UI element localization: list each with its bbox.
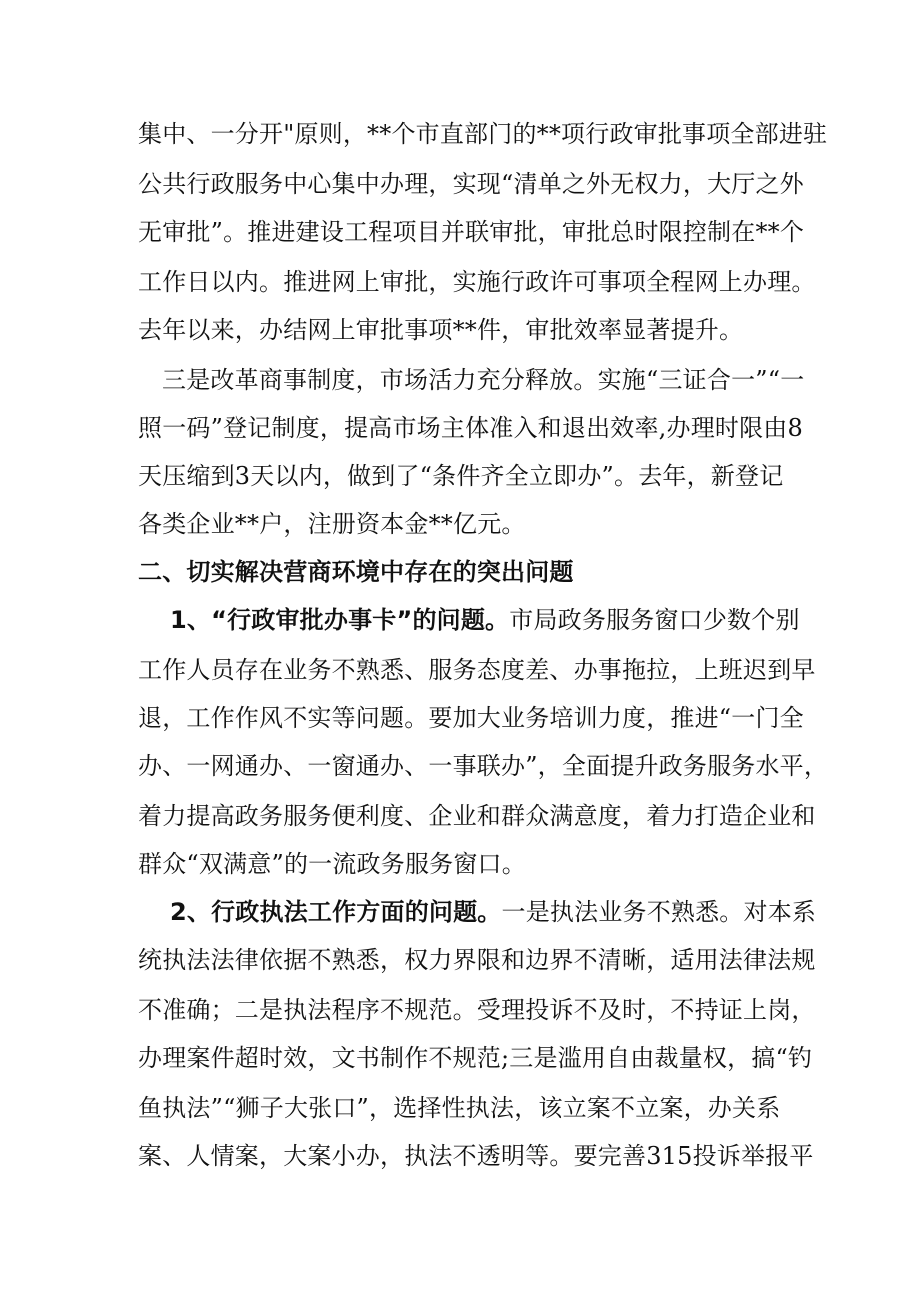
item-1-heading: 1、“行政审批办事卡”的问题。 [170,606,510,634]
item-1-line-6: 群众“双满意”的一流政务服务窗口。 [138,850,526,878]
item-1-line-4: 办、一网通办、一窗通办、一事联办”，全面提升政务服务水平， [138,752,829,780]
item-2-line-1-text: 一是执法业务不熟悉。对本系 [501,898,817,926]
item-2-line-2: 统执法法律依据不熟悉，权力界限和边界不清晰，适用法律法规 [138,946,816,974]
paragraph-1-line-3: 无审批”。推进建设工程项目并联审批，审批总时限控制在**个 [138,218,805,246]
section-heading: 二、切实解决营商环境中存在的突出问题 [138,558,574,586]
paragraph-1-line-4: 工作日以内。推进网上审批，实施行政许可事项全程网上办理。 [138,268,816,296]
paragraph-1-line-2: 公共行政服务中心集中办理，实现“清单之外无权力，大厅之外 [138,170,804,198]
item-1-line-3: 退，工作作风不实等问题。要加大业务培训力度，推进“一门全 [138,704,804,732]
item-2-heading: 2、行政执法工作方面的问题。 [170,898,502,926]
paragraph-1-line-1: 集中、一分开"原则，**个市直部门的**项行政审批事项全部进驻 [138,120,828,148]
item-2-line-5: 鱼执法”“狮子大张口”，选择性执法，该立案不立案，办关系 [138,1094,781,1122]
item-1-line-1 [170,604,830,636]
paragraph-2-line-1: 三是改革商事制度，市场活力充分释放。实施“三证合一”“一 [162,366,805,394]
item-1-line-2: 工作人员存在业务不熟悉、服务态度差、办事拖拉，上班迟到早 [138,656,816,684]
item-2-line-3: 不准确；二是执法程序不规范。受理投诉不及时，不持证上岗， [138,996,816,1024]
item-1-line-1-text: 市局政务服务窗口少数个别 [509,606,800,634]
item-1-line-5: 着力提高政务服务便利度、企业和群众满意度，着力打造企业和 [138,802,816,830]
paragraph-1-line-5: 去年以来，办结网上审批事项**件，审批效率显著提升。 [138,316,744,344]
item-2-line-1 [170,896,830,928]
paragraph-2-line-3: 天压缩到3天以内，做到了“条件齐全立即办”。去年，新登记 [138,462,784,490]
item-2-line-6: 案、人情案，大案小办，执法不透明等。要完善315投诉举报平 [138,1142,814,1170]
item-2-line-4: 办理案件超时效，文书制作不规范;三是滥用自由裁量权，搞“钓 [138,1044,813,1072]
paragraph-2-line-2: 照一码”登记制度，提高市场主体准入和退出效率,办理时限由8 [138,414,803,442]
paragraph-2-line-4: 各类企业**户，注册资本金**亿元。 [138,510,526,538]
